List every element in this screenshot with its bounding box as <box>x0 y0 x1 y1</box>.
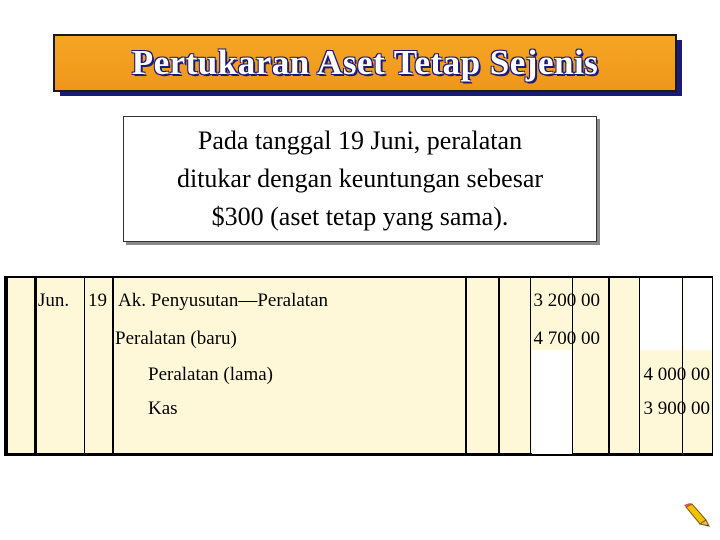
row-debit: 3 200 00 <box>533 290 600 311</box>
row-day: 19 <box>88 290 107 311</box>
slide-title: Pertukaran Aset Tetap Sejenis <box>131 43 599 82</box>
journal-ledger <box>4 276 713 456</box>
description-line: ditukar dengan keuntungan sebesar <box>176 164 544 193</box>
description-box <box>123 116 597 242</box>
row-debit: 4 700 00 <box>533 328 600 349</box>
title-banner <box>53 34 677 92</box>
pencil-icon[interactable] <box>682 503 712 527</box>
ledger-blank-cell <box>684 278 712 350</box>
description-text <box>177 122 543 236</box>
row-account: Peralatan (baru) <box>115 328 237 349</box>
description-line: $300 (aset tetap yang sama). <box>211 202 509 231</box>
row-credit: 3 900 00 <box>643 398 710 419</box>
row-credit: 4 000 00 <box>643 364 710 385</box>
ledger-rule <box>84 278 85 453</box>
description-line: Pada tanggal 19 Juni, peralatan <box>197 126 523 155</box>
row-account: Peralatan (lama) <box>148 364 274 385</box>
ledger-rule <box>112 278 114 453</box>
row-month: Jun. <box>38 290 70 311</box>
row-account: Kas <box>148 398 178 419</box>
ledger-blank-cell <box>532 350 572 454</box>
ledger-rule <box>498 278 500 453</box>
ledger-rule <box>34 278 37 453</box>
row-account: Ak. Penyusutan—Peralatan <box>118 290 329 311</box>
ledger-rule <box>465 278 467 453</box>
ledger-blank-cell <box>640 278 682 350</box>
